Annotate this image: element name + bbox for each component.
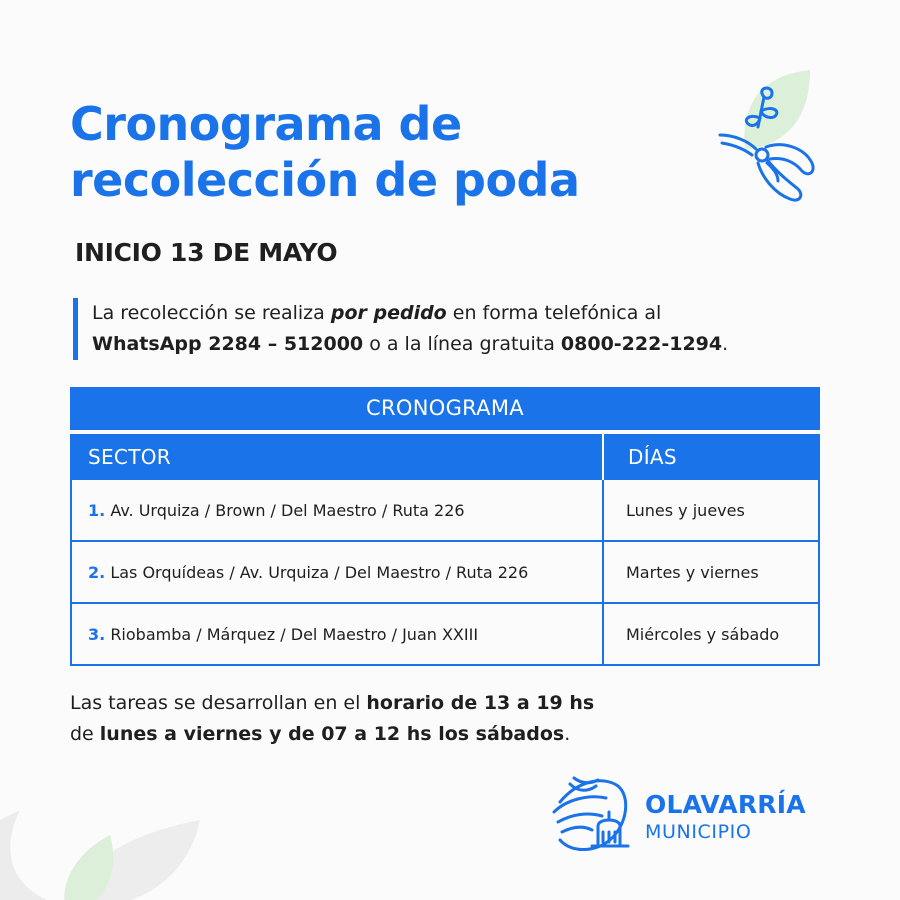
schedule-table xyxy=(70,434,820,666)
sector-name: Las Orquídeas / Av. Urquiza / Del Maestro / Ruta 226 xyxy=(110,562,529,582)
toll-free-number: 0800-222-1294 xyxy=(560,333,723,355)
sector-cell xyxy=(71,541,603,603)
sector-name: Riobamba / Márquez / Del Maestro / Juan XXIII xyxy=(110,624,479,644)
days-cell: Martes y viernes xyxy=(603,541,819,603)
info-callout xyxy=(73,298,852,360)
days-cell: Miércoles y sábado xyxy=(603,603,819,665)
municipality-logo xyxy=(548,772,848,857)
sector-cell xyxy=(71,479,603,541)
info-text: o a la línea gratuita xyxy=(363,333,561,355)
title-line-1: Cronograma de xyxy=(70,97,462,151)
table-row xyxy=(71,603,819,665)
info-text: La recolección se realiza xyxy=(92,302,331,324)
schedule-hours-note xyxy=(70,688,594,750)
hours-weekday: horario de 13 a 19 hs xyxy=(366,692,595,714)
info-text: en forma telefónica al xyxy=(446,302,662,324)
leaf-icon xyxy=(0,790,220,900)
row-number: 1. xyxy=(88,500,106,520)
footer-text: Las tareas se desarrollan en el xyxy=(70,692,367,714)
footer-text: . xyxy=(564,723,571,745)
table-row xyxy=(71,479,819,541)
table-header-row xyxy=(71,435,819,479)
pruning-shears-icon xyxy=(712,85,817,205)
days-cell: Lunes y jueves xyxy=(603,479,819,541)
hours-detail: lunes a viernes y de 07 a 12 hs los sábados xyxy=(99,723,565,745)
logo-name: OLAVARRÍA xyxy=(645,790,806,819)
days-column-header: DÍAS xyxy=(603,435,819,479)
start-date-heading: INICIO 13 DE MAYO xyxy=(75,238,338,267)
sector-name: Av. Urquiza / Brown / Del Maestro / Ruta 226 xyxy=(110,500,465,520)
logo-subtitle: MUNICIPIO xyxy=(645,821,752,843)
whatsapp-number: WhatsApp 2284 – 512000 xyxy=(92,333,364,355)
row-number: 3. xyxy=(88,624,106,644)
table-row xyxy=(71,541,819,603)
page-title xyxy=(70,96,580,208)
row-number: 2. xyxy=(88,562,106,582)
olavarria-logo-icon xyxy=(548,772,636,857)
sector-column-header: SECTOR xyxy=(71,435,603,479)
title-line-2: recolección de poda xyxy=(70,153,580,207)
info-text: . xyxy=(722,333,729,355)
sector-cell xyxy=(71,603,603,665)
footer-text: de xyxy=(70,723,100,745)
schedule-title: CRONOGRAMA xyxy=(70,387,820,430)
info-emphasis: por pedido xyxy=(330,302,447,324)
